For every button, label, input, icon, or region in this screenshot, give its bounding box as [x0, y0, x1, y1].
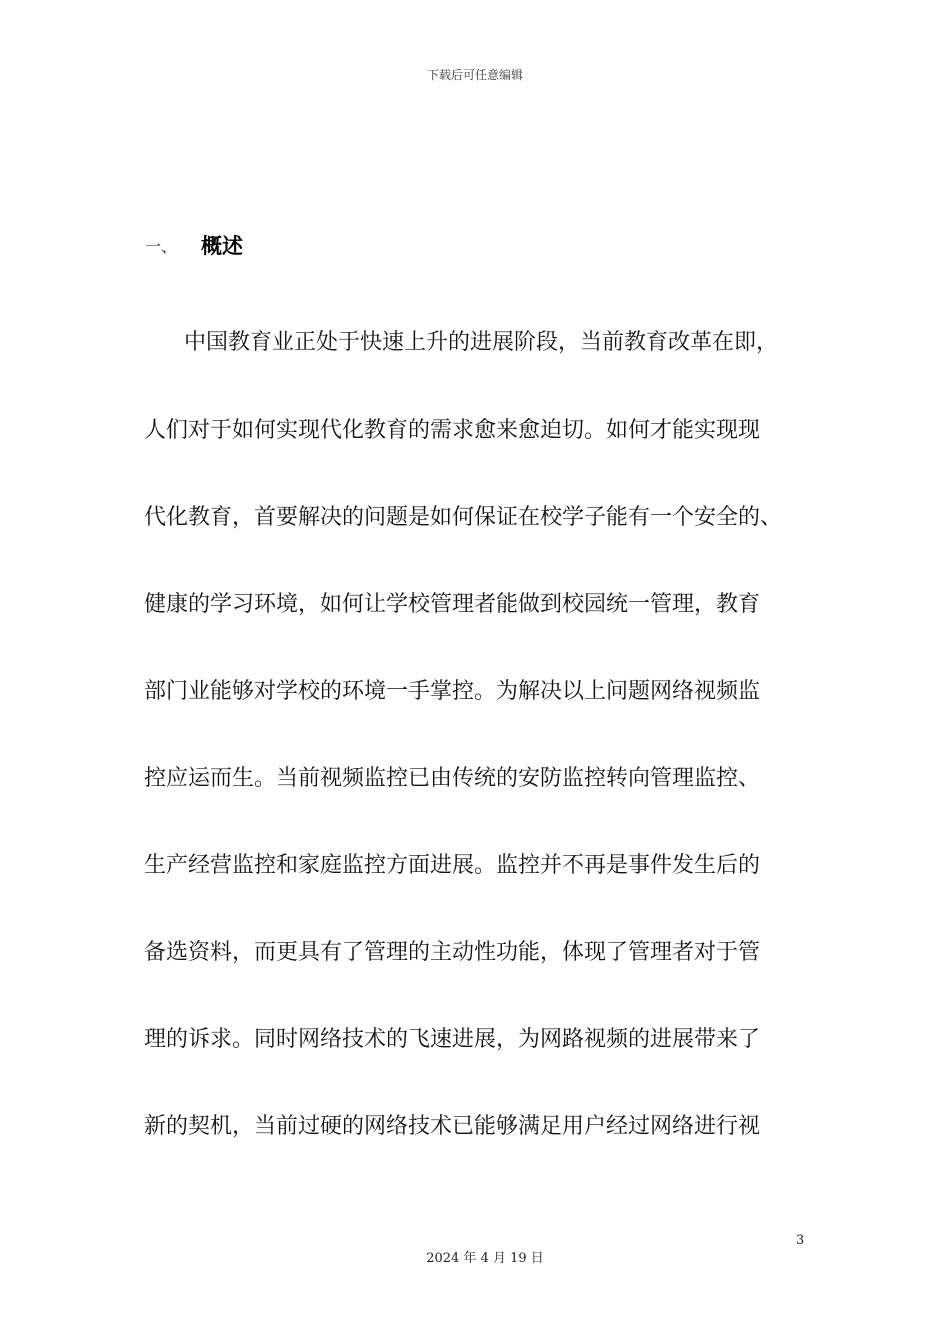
paragraph-line: 代化教育，首要解决的问题是如何保证在校学子能有一个安全的、	[144, 505, 783, 530]
paragraph-line: 备选资料，而更具有了管理的主动性功能，体现了管理者对于管	[144, 940, 761, 965]
paragraph-line: 理的诉求。同时网络技术的飞速进展，为网路视频的进展带来了	[144, 1027, 761, 1052]
paragraph-line: 人们对于如何实现代化教育的需求愈来愈迫切。如何才能实现现	[144, 418, 761, 443]
paragraph-line: 健康的学习环境，如何让学校管理者能做到校园统一管理，教育	[144, 592, 761, 617]
paragraph-line: 控应运而生。当前视频监控已由传统的安防监控转向管理监控、	[144, 766, 761, 791]
page-header-note: 下载后可任意编辑	[426, 68, 523, 82]
section-heading	[145, 230, 243, 260]
footer-date: 2024 年 4 月 19 日	[426, 1251, 544, 1266]
paragraph-line: 中国教育业正处于快速上升的进展阶段，当前教育改革在即，	[184, 330, 779, 355]
page-number: 3	[796, 1233, 805, 1248]
paragraph-line: 新的契机，当前过硬的网络技术已能够满足用户经过网络进行视	[144, 1114, 761, 1139]
paragraph-line: 部门业能够对学校的环境一手掌控。为解决以上问题网络视频监	[144, 679, 761, 704]
section-title: 概述	[201, 234, 243, 258]
section-number: 一、	[145, 236, 178, 256]
paragraph-line: 生产经营监控和家庭监控方面进展。监控并不再是事件发生后的	[144, 853, 761, 878]
